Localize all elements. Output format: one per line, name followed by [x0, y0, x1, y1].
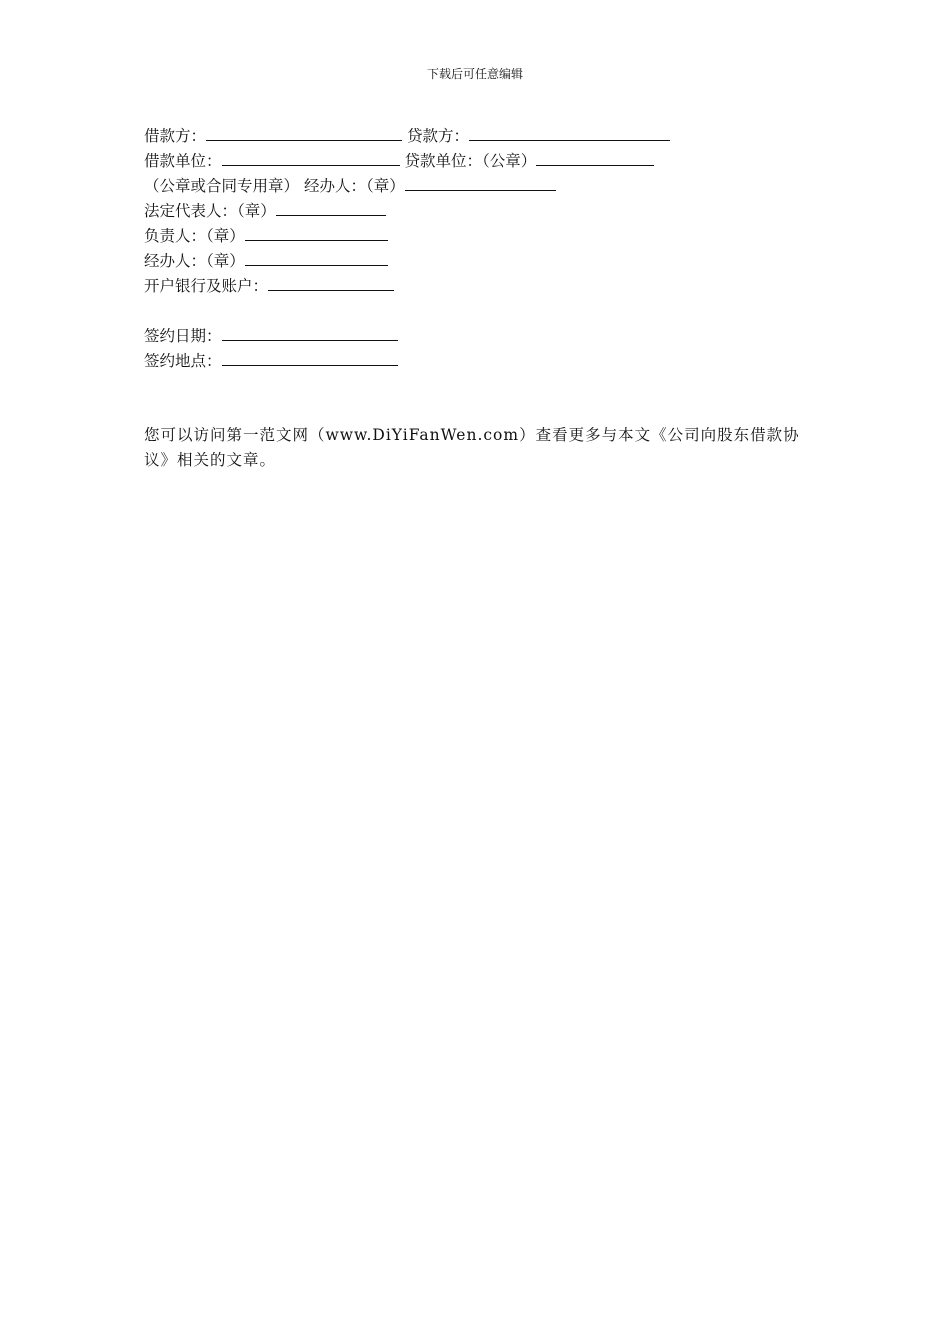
borrower-label: 借款方： — [144, 127, 207, 145]
signature-row-handler — [144, 250, 824, 275]
sign-place-blank[interactable] — [222, 351, 398, 366]
legal-rep-blank[interactable] — [276, 201, 386, 216]
legal-rep-label: 法定代表人：（章） — [144, 202, 276, 220]
sign-date-blank[interactable] — [222, 326, 398, 341]
signature-row-bank — [144, 275, 824, 300]
signature-block — [144, 125, 824, 375]
lender-label: 贷款方： — [406, 127, 469, 145]
handler-seal-label: 经办人：（章） — [303, 177, 405, 195]
signature-row-seal — [144, 175, 824, 200]
responsible-blank[interactable] — [245, 226, 388, 241]
bank-blank[interactable] — [268, 276, 394, 291]
footer-note: 您可以访问第一范文网（www.DiYiFanWen.com）查看更多与本文《公司向股东借款协议》相关的文章。 — [144, 426, 800, 469]
sign-place-label: 签约地点： — [144, 352, 222, 370]
signature-row-units — [144, 150, 824, 175]
page-header: 下载后可任意编辑 — [426, 67, 523, 81]
signature-row-legal-rep — [144, 200, 824, 225]
seal-note: （公章或合同专用章） — [144, 177, 300, 195]
lender-unit-blank[interactable] — [536, 151, 654, 166]
borrower-unit-blank[interactable] — [222, 151, 400, 166]
signature-row-date — [144, 325, 824, 350]
lender-unit-label: 贷款单位：（公章） — [404, 152, 537, 170]
handler-label: 经办人：（章） — [144, 252, 245, 270]
signature-row-responsible — [144, 225, 824, 250]
lender-blank[interactable] — [469, 126, 670, 141]
sign-date-label: 签约日期： — [144, 327, 222, 345]
handler-seal-blank[interactable] — [405, 176, 556, 191]
responsible-label: 负责人：（章） — [144, 227, 245, 245]
handler-blank[interactable] — [245, 251, 388, 266]
borrower-unit-label: 借款单位： — [144, 152, 222, 170]
borrower-blank[interactable] — [206, 126, 402, 141]
spacer — [144, 300, 824, 325]
signature-row-parties — [144, 125, 824, 150]
signature-row-place — [144, 350, 824, 375]
bank-label: 开户银行及账户： — [144, 277, 269, 295]
